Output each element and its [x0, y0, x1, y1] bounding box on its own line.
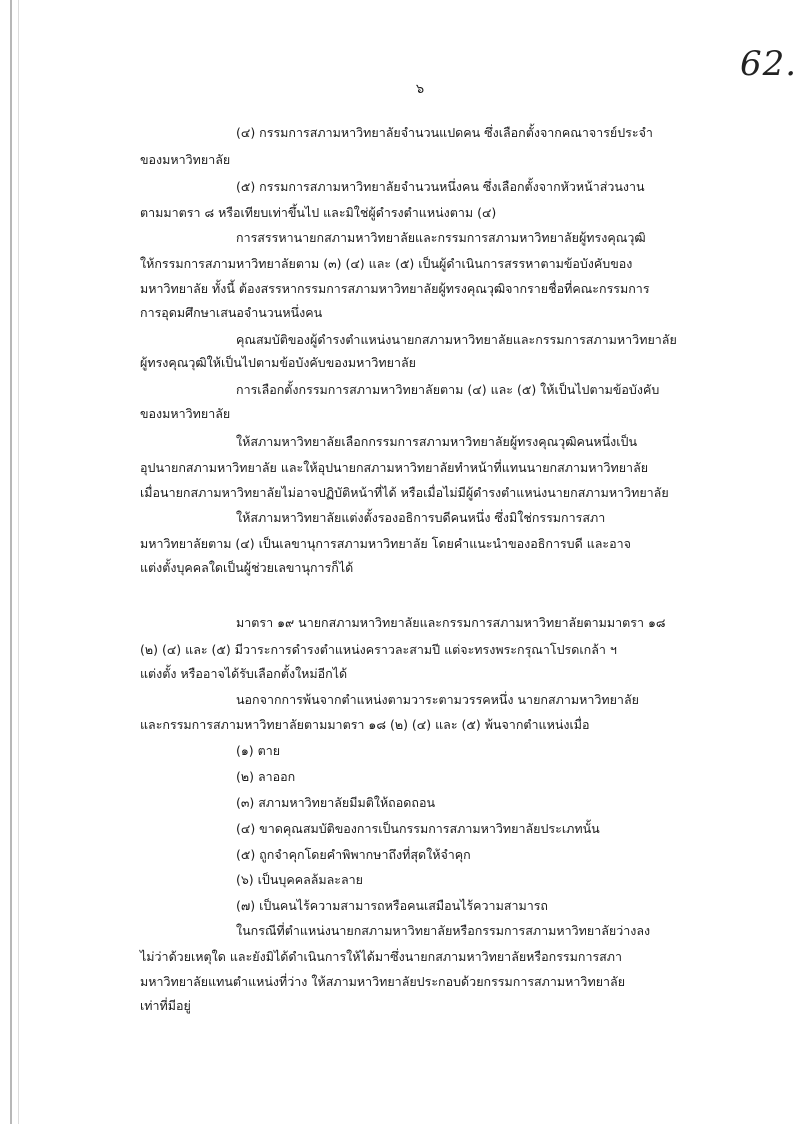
text-line: การสรรหานายกสภามหาวิทยาลัยและกรรมการสภามหาวิทยาลัยผู้ทรงคุณวุฒิ — [236, 230, 646, 245]
text-line: ให้สภามหาวิทยาลัยเลือกกรรมการสภามหาวิทยาลัยผู้ทรงคุณวุฒิคนหนึ่งเป็น — [236, 434, 638, 449]
text-line: แต่งตั้ง หรืออาจได้รับเลือกตั้งใหม่อีกได้ — [140, 666, 348, 681]
scan-edge-line — [10, 0, 12, 1124]
text-line: ให้สภามหาวิทยาลัยแต่งตั้งรองอธิการบดีคนหนึ่ง ซึ่งมิใช่กรรมการสภา — [236, 510, 606, 525]
text-line: คุณสมบัติของผู้ดำรงตำแหน่งนายกสภามหาวิทยาลัยและกรรมการสภามหาวิทยาลัย — [236, 332, 677, 347]
text-line: ผู้ทรงคุณวุฒิให้เป็นไปตามข้อบังคับของมหาวิทยาลัย — [140, 355, 416, 370]
text-line: ของมหาวิทยาลัย — [140, 152, 231, 167]
list-item: (๖) เป็นบุคคลล้มละลาย — [236, 872, 364, 887]
list-item: (๔) ขาดคุณสมบัติของการเป็นกรรมการสภามหาวิทยาลัยประเภทนั้น — [236, 821, 600, 836]
text-line: เท่าที่มีอยู่ — [140, 998, 191, 1013]
list-item: (๕) ถูกจำคุกโดยคำพิพากษาถึงที่สุดให้จำคุก — [236, 847, 471, 862]
text-line: มหาวิทยาลัยแทนตำแหน่งที่ว่าง ให้สภามหาวิทยาลัยประกอบด้วยกรรมการสภามหาวิทยาลัย — [140, 974, 626, 989]
text-line: ของมหาวิทยาลัย — [140, 406, 231, 421]
scan-edge-line-faint — [18, 0, 19, 1124]
text-line: ให้กรรมการสภามหาวิทยาลัยตาม (๓) (๔) และ (๕) เป็นผู้ดำเนินการสรรหาตามข้อบังคับของ — [140, 256, 633, 271]
page-number: ๖ — [415, 82, 425, 97]
text-line: ในกรณีที่ตำแหน่งนายกสภามหาวิทยาลัยหรือกรรมการสภามหาวิทยาลัยว่างลง — [236, 923, 651, 938]
text-line: การเลือกตั้งกรรมการสภามหาวิทยาลัยตาม (๔) และ (๕) ให้เป็นไปตามข้อบังคับ — [236, 382, 660, 397]
text-line: (๒) (๔) และ (๕) มีวาระการดำรงตำแหน่งคราวละสามปี แต่จะทรงพระกรุณาโปรดเกล้า ฯ — [140, 642, 617, 657]
list-item: (๑) ตาย — [236, 743, 281, 758]
text-line: มหาวิทยาลัยตาม (๔) เป็นเลขานุการสภามหาวิทยาลัย โดยคำแนะนำของอธิการบดี และอาจ — [140, 536, 631, 551]
text-line: มาตรา ๑๙ นายกสภามหาวิทยาลัยและกรรมการสภามหาวิทยาลัยตามมาตรา ๑๘ — [236, 615, 666, 630]
list-item: (๗) เป็นคนไร้ความสามารถหรือคนเสมือนไร้ความสามารถ — [236, 898, 549, 913]
list-item: (๒) ลาออก — [236, 769, 296, 784]
text-line: ไม่ว่าด้วยเหตุใด และยังมิได้ดำเนินการให้ได้มาซึ่งนายกสภามหาวิทยาลัยหรือกรรมการสภา — [140, 949, 623, 964]
text-line: อุปนายกสภามหาวิทยาลัย และให้อุปนายกสภามหาวิทยาลัยทำหน้าที่แทนนายกสภามหาวิทยาลัย — [140, 460, 649, 475]
text-line: แต่งตั้งบุคคลใดเป็นผู้ช่วยเลขานุการก็ได้ — [140, 560, 354, 575]
list-item: (๓) สภามหาวิทยาลัยมีมติให้ถอดถอน — [236, 795, 435, 810]
text-line: และกรรมการสภามหาวิทยาลัยตามมาตรา ๑๘ (๒) (๔) และ (๕) พ้นจากตำแหน่งเมื่อ — [140, 717, 590, 732]
text-line: (๔) กรรมการสภามหาวิทยาลัยจำนวนแปดคน ซึ่งเลือกตั้งจากคณาจารย์ประจำ — [236, 125, 653, 140]
text-line: ตามมาตรา ๘ หรือเทียบเท่าขึ้นไป และมิใช่ผู้ดำรงตำแหน่งตาม (๔) — [140, 205, 497, 220]
handwritten-page-number: 62. — [740, 44, 798, 84]
text-line: มหาวิทยาลัย ทั้งนี้ ต้องสรรหากรรมการสภามหาวิทยาลัยผู้ทรงคุณวุฒิจากรายชื่อที่คณะกรรมการ — [140, 281, 650, 296]
text-line: การอุดมศึกษาเสนอจำนวนหนึ่งคน — [140, 305, 323, 320]
text-line: เมื่อนายกสภามหาวิทยาลัยไม่อาจปฏิบัติหน้าที่ได้ หรือเมื่อไม่มีผู้ดำรงตำแหน่งนายกสภามหาวิทยาลัย — [140, 485, 669, 500]
text-line: (๕) กรรมการสภามหาวิทยาลัยจำนวนหนึ่งคน ซึ่งเลือกตั้งจากหัวหน้าส่วนงาน — [236, 179, 645, 194]
text-line: นอกจากการพ้นจากตำแหน่งตามวาระตามวรรคหนึ่ง นายกสภามหาวิทยาลัย — [236, 692, 639, 707]
